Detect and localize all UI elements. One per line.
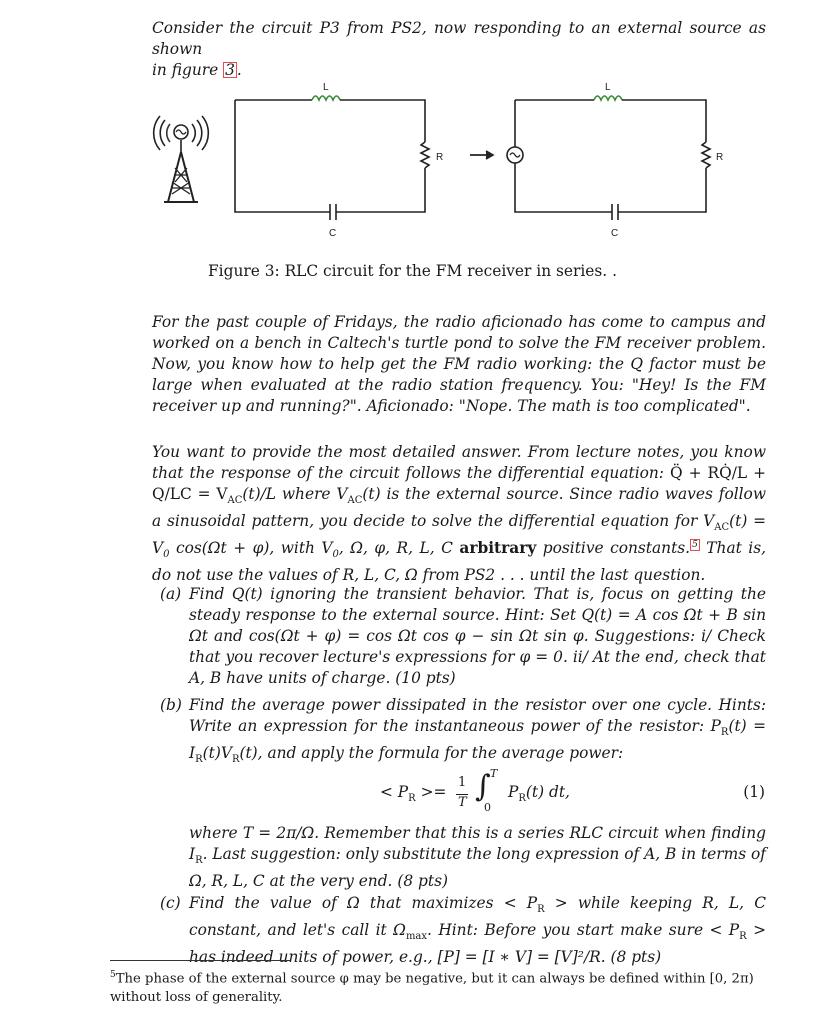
label-C-left: C <box>329 228 337 239</box>
sub-r: R <box>739 931 747 943</box>
label-L-left: L <box>323 82 329 93</box>
eq-lhs: < P <box>380 783 409 801</box>
label-C-right: C <box>611 228 619 239</box>
sub-zero: 0 <box>332 549 339 561</box>
question-b-text-after <box>189 823 766 892</box>
eq-lhs-sub: R <box>408 793 416 805</box>
question-a <box>160 584 766 689</box>
eq-integrand-post: (t) dt, <box>525 783 570 801</box>
intro-line-2: in figure <box>152 61 224 79</box>
sub-ac: AC <box>714 522 730 534</box>
eq-frac-den: T <box>458 795 467 810</box>
qc-text-4: > has indeed units of power, e.g., [P] = [I ∗ V] = [V]²/R. (8 pts) <box>189 921 766 967</box>
label-L-right: L <box>605 82 611 93</box>
eq-integrand-sub: R <box>518 793 526 805</box>
p2-equation: Q̈ + RQ̇/L + Q/LC = V <box>152 464 766 503</box>
label-R-left: R <box>436 152 444 163</box>
p2-text-1: You want to provide the most detailed answer. From lecture notes, you know that the response of the circuit follows the differential equation: <box>152 443 766 482</box>
figure-reference-link[interactable]: 3 <box>225 61 235 79</box>
p2-text-5: cos(Ωt + φ), with V <box>169 539 333 558</box>
qb-text-3: (t)V <box>202 744 232 763</box>
sub-ac: AC <box>347 495 363 507</box>
eq-integrand: P <box>508 783 519 801</box>
sub-ac: AC <box>227 495 243 507</box>
eq-lhs-post: >= <box>415 783 447 801</box>
footnote-text: The phase of the external source φ may be negative, but it can always be defined within [0, 2π) without loss of generality. <box>110 971 754 1006</box>
footnote-5 <box>110 966 775 1007</box>
question-b-continued <box>160 823 766 892</box>
footnote-mark: 5 <box>110 970 116 980</box>
sub-r: R <box>195 855 203 867</box>
sub-r: R <box>537 904 545 916</box>
eq-int-lower: 0 <box>484 801 491 814</box>
left-rlc-circuit <box>235 96 429 220</box>
qc-text-1: Find the value of Ω that maximizes < P <box>189 894 538 912</box>
paragraph-aficionado: For the past couple of Fridays, the radio aficionado has come to campus and worked on a bench in Caltech's turtle pond to solve the FM receiver problem. Now, you know how to help get the FM radio working: the Q factor must be large when evaluated at the radio station frequency. You: "Hey! Is the FM receiver up and running?". Aficionado: "Nope. The math is too complicated". <box>152 313 766 415</box>
question-a-label: (a) <box>160 585 182 603</box>
p2-bold: arbitrary <box>459 539 537 558</box>
question-c-label: (c) <box>160 894 181 912</box>
question-c-text <box>189 893 766 968</box>
qc-text-3: . Hint: Before you start make sure < P <box>427 921 740 940</box>
question-b-label: (b) <box>160 696 182 714</box>
intro-period: . <box>236 61 242 79</box>
sub-zero: 0 <box>163 549 170 561</box>
equation-number: (1) <box>743 783 765 801</box>
qb-text-4: (t), and apply the formula for the average power: <box>239 744 624 763</box>
p2-text-3: (t) is the external source. Since radio waves follow a sinusoidal pattern, you decide to solve the differential equation for V <box>152 485 766 531</box>
question-a-text: Find Q(t) ignoring the transient behavior. That is, focus on getting the steady response to the external source. Hint: Set Q(t) = A cos Ωt + B sin Ωt and cos(Ωt + φ) = cos Ωt cos φ − sin Ωt sin φ. Suggestions: i/ Check that you recover lecture's expressions for φ = 0. ii/ At the end, check that A, B have units of charge. (10 pts) <box>189 585 766 687</box>
figure-caption: Figure 3: RLC circuit for the FM receiver in series. . <box>207 262 617 280</box>
footnote-rule <box>110 960 290 961</box>
right-rlc-circuit <box>507 96 710 220</box>
intro-line-1: Consider the circuit P3 from PS2, now responding to an external source as shown <box>152 19 766 58</box>
sub-r: R <box>720 727 729 739</box>
qb-after-1: where T = 2π/Ω. Remember that this is a series RLC circuit when finding I <box>189 824 766 863</box>
sub-r: R <box>195 754 203 766</box>
rlc-circuit-figure <box>0 70 825 320</box>
integral-sign: ∫ <box>475 769 491 804</box>
p2-text-8: That is, do not use the values of R, L, C, Ω from PS2 . . . until the last question. <box>152 539 767 585</box>
p2-text-2: (t)/L where V <box>242 485 348 503</box>
eq-int-upper: T <box>490 767 498 780</box>
question-c <box>160 893 766 968</box>
p2-text-6: , Ω, φ, R, L, C <box>338 539 460 558</box>
antenna-icon <box>154 116 209 202</box>
question-b <box>160 695 766 770</box>
sub-r: R <box>231 754 240 766</box>
label-R-right: R <box>716 152 724 163</box>
qc-text-2: > while keeping R, L, C constant, and let's call it Ω <box>189 894 766 940</box>
p2-text-4: (t) = V <box>152 512 767 558</box>
qb-text-1: Find the average power dissipated in the resistor over one cycle. Hints: Write an expression for the instantaneous power of the resistor: P <box>189 696 766 735</box>
question-b-text <box>189 695 766 770</box>
qb-text-2: (t) = I <box>189 717 766 763</box>
paragraph-differential-equation <box>152 442 766 586</box>
p2-text-7: positive constants. <box>536 539 691 558</box>
sub-max: max <box>405 931 428 943</box>
qb-after-2: . Last suggestion: only substitute the long expression of A, B in terms of Ω, R, L, C at the very end. (8 pts) <box>189 845 766 891</box>
footnote-5-link[interactable]: 5 <box>692 540 698 551</box>
eq-frac-num: 1 <box>458 775 467 790</box>
equation-1 <box>0 767 825 815</box>
